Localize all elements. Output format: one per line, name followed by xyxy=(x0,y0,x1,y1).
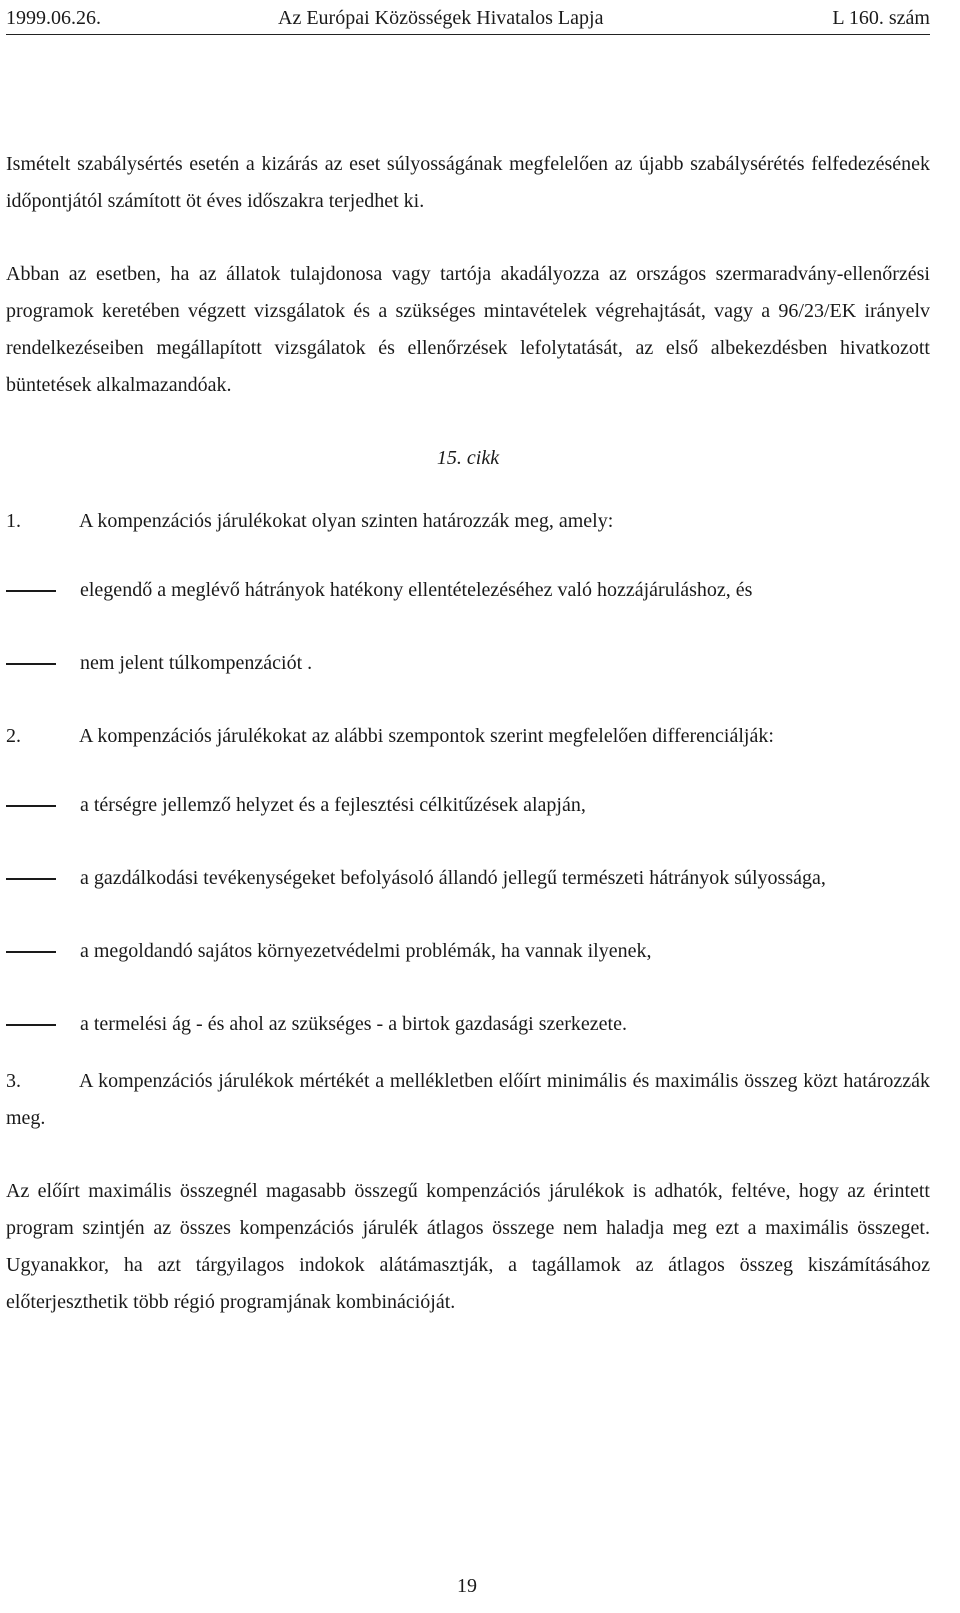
list-item xyxy=(6,787,930,824)
point-number: 2. xyxy=(6,725,21,747)
list-item xyxy=(6,645,930,682)
list-item xyxy=(6,572,930,609)
dash-bullet-icon xyxy=(6,951,56,953)
dash-bullet-icon xyxy=(6,590,56,592)
point-text: A kompenzációs járulékok mértékét a mellékletben előírt minimális és maximális összeg közt határozzák meg. xyxy=(6,1070,930,1129)
list-item-text: a gazdálkodási tevékenységeket befolyásoló állandó jellegű természeti hátrányok súlyossága, xyxy=(80,867,826,889)
header-journal-title: Az Európai Közösségek Hivatalos Lapja xyxy=(278,7,604,29)
paragraph-closing: Az előírt maximális összegnél magasabb összegű kompenzációs járulékok is adhatók, feltéve, hogy az érintett program szintjén az összes kompenzációs járulék átlagos összege nem haladja meg ezt a maximális összeget. Ugyanakkor, ha azt tárgyilagos indokok alátámasztják, a tagállamok az átlagos összeg kiszámításához előterjeszthetik több régió programjának kombinációját. xyxy=(6,1180,930,1313)
point-intro: A kompenzációs járulékokat olyan szinten határozzák meg, amely: xyxy=(79,510,614,532)
paragraph-obstruction: Abban az esetben, ha az állatok tulajdonosa vagy tartója akadályozza az országos szermaradvány-ellenőrzési programok keretében végzett vizsgálatok és a szükséges mintavételek végrehajtását, vagy a 96/23/EK irányelv rendelkezéseiben megállapított vizsgálatok és ellenőrzések lefolytatását, az első albekezdésben hivatkozott büntetések alkalmazandóak. xyxy=(6,263,930,396)
paragraph-repeat-offense: Ismételt szabálysértés esetén a kizárás az eset súlyosságának megfelelően az újabb szabálysérétés felfedezésének időpontjától számított öt éves időszakra terjedhet ki. xyxy=(6,153,930,212)
article-point-1 xyxy=(6,503,930,540)
header-date: 1999.06.26. xyxy=(6,7,101,29)
list-item-text: a megoldandó sajátos környezetvédelmi problémák, ha vannak ilyenek, xyxy=(80,940,652,962)
page-number: 19 xyxy=(457,1575,477,1597)
list-item xyxy=(6,860,930,897)
document-body xyxy=(6,146,930,1321)
list-item-text: elegendő a meglévő hátrányok hatékony ellentételezéséhez való hozzájáruláshoz, és xyxy=(80,579,753,601)
header-issue-number: L 160. szám xyxy=(832,7,930,29)
article-point-2 xyxy=(6,718,930,755)
list-item-text: a térségre jellemző helyzet és a fejlesztési célkitűzések alapján, xyxy=(80,794,586,816)
list-item xyxy=(6,933,930,970)
page-header xyxy=(6,4,930,35)
dash-bullet-icon xyxy=(6,878,56,880)
dash-bullet-icon xyxy=(6,805,56,807)
article-title: 15. cikk xyxy=(436,447,500,469)
point-intro: A kompenzációs járulékokat az alábbi szempontok szerint megfelelően differenciálják: xyxy=(79,725,774,747)
list-item-text: nem jelent túlkompenzációt . xyxy=(80,652,313,674)
article-point-3 xyxy=(6,1063,930,1137)
list-item xyxy=(6,1006,930,1043)
dash-bullet-icon xyxy=(6,663,56,665)
point-number: 1. xyxy=(6,510,21,532)
point-number: 3. xyxy=(6,1070,21,1092)
list-item-text: a termelési ág - és ahol az szükséges - a birtok gazdasági szerkezete. xyxy=(80,1013,627,1035)
dash-bullet-icon xyxy=(6,1024,56,1026)
